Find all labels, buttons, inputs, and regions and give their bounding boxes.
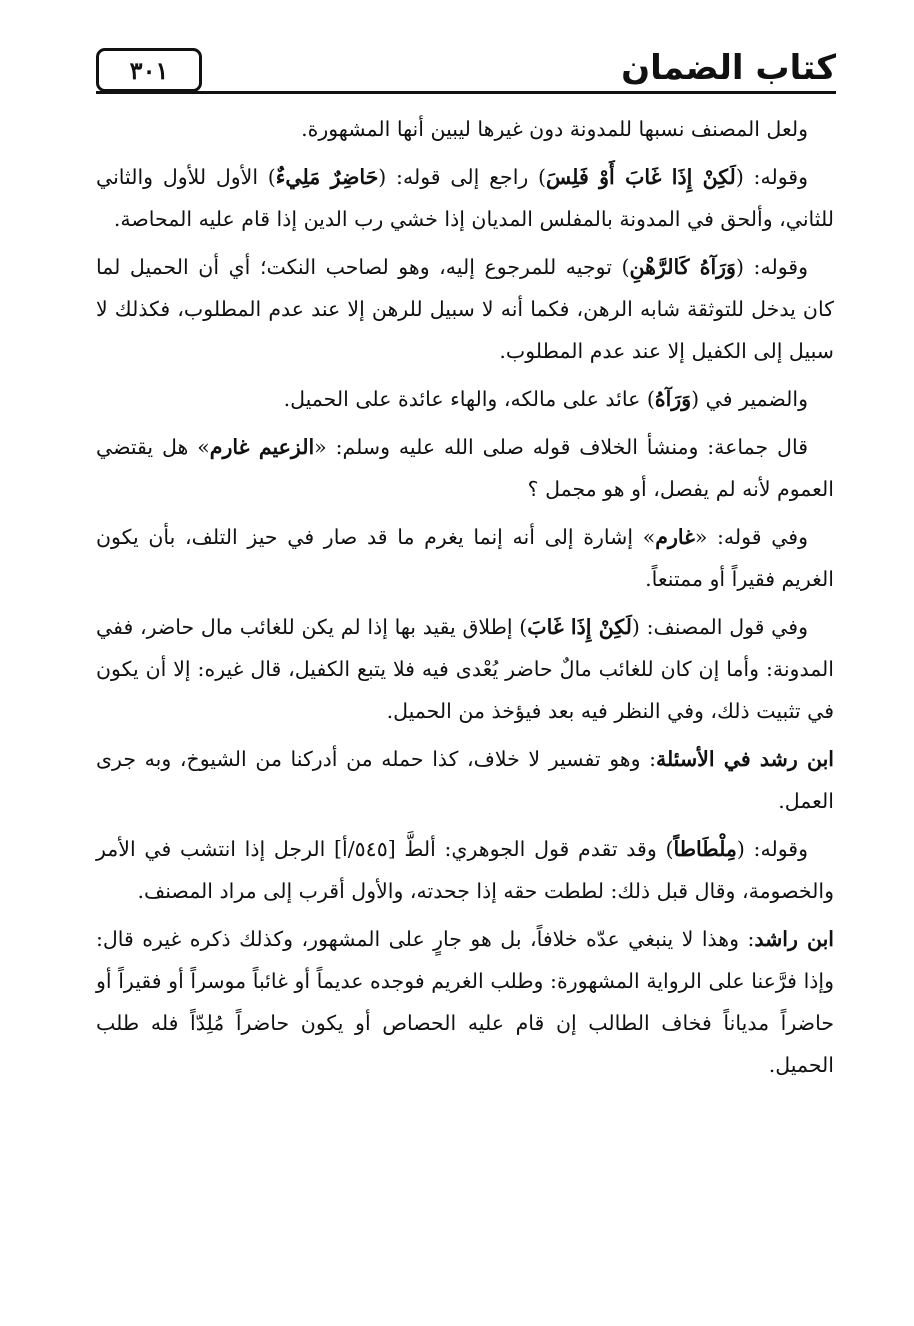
bold-term: ابن راشد (754, 927, 834, 951)
paragraph (96, 828, 834, 912)
paragraph (96, 246, 834, 372)
paragraph (96, 606, 834, 732)
paragraph-text: وفي قوله: « (694, 525, 808, 549)
book-title: كتاب الضمان (621, 48, 836, 88)
paragraph-text: » إشارة إلى أنه إنما يغرم ما قد صار في حيز التلف، بأن يكون الغريم فقيراً أو ممتنعاً. (96, 525, 834, 591)
paragraph-text: ) وقد تقدم قول الجوهري: ألطَّ [٥٤٥/أ] الرجل إذا انتشب في الأمر والخصومة، وقال قبل ذلك: لططت حقه إذا جحدته، والأول أقرب إلى مراد المصنف. (96, 837, 834, 903)
paragraph (96, 516, 834, 600)
paragraph-text: وقوله: ( (735, 255, 808, 279)
paragraph-text: ) توجيه للمرجوع إليه، وهو لصاحب النكت؛ أي أن الحميل لما كان يدخل للتوثقة شابه الرهن، فكما أنه لا سبيل للرهن إلا عند عدم المطلوب، فكذلك لا سبيل إلى الكفيل إلا عند عدم المطلوب. (96, 255, 834, 363)
paragraph-text: قال جماعة: ومنشأ الخلاف قوله صلى الله عليه وسلم: « (314, 435, 808, 459)
bold-term: مِلْطَاطاً (673, 837, 737, 861)
paragraph (96, 108, 834, 150)
paragraph (96, 156, 834, 240)
paragraph-text: » هل يقتضي العموم لأنه لم يفصل، أو هو مجمل ؟ (96, 435, 834, 501)
bold-term: وَرَآهُ كَالرَّهْنِ (629, 255, 736, 279)
paragraph-text: وفي قول المصنف: ( (631, 615, 808, 639)
paragraph (96, 918, 834, 1086)
header-rule (96, 91, 836, 94)
page-number-box (96, 48, 202, 92)
paragraph-text: : وهذا لا ينبغي عدّه خلافاً، بل هو جارٍ على المشهور، وكذلك ذكره غيره قال: وإذا فرَّعنا على الرواية المشهورة: وطلب الغريم فوجده عديماً أو غائباً موسراً أو فقيراً أو حاضراً مدياناً فخاف الطالب إن قام عليه الحصاص أو يكون حاضراً مُلِدّاً فله طلب الحميل. (96, 927, 834, 1077)
paragraph (96, 426, 834, 510)
bold-term: وَرَآهُ (654, 387, 692, 411)
paragraph-text: ) إطلاق يقيد بها إذا لم يكن للغائب مال حاضر، ففي المدونة: وأما إن كان للغائب مالٌ حاضر يُعْدى فيه فلا يتبع الكفيل، قال غيره: إلا أن يكون في تثبيت ذلك، وفي النظر فيه بعد فيؤخذ من الحميل. (96, 615, 834, 723)
bold-term: حَاضِرٌ مَلِيءٌ (275, 165, 379, 189)
paragraph-text: والضمير في ( (691, 387, 808, 411)
bold-term: لَكِنْ إِذَا غَابَ أَوْ فَلِسَ (546, 165, 736, 189)
bold-term: الزعيم غارم (209, 435, 315, 459)
page-body (96, 108, 834, 1092)
page-number: ٣٠١ (129, 55, 169, 85)
paragraph (96, 738, 834, 822)
paragraph-text: ولعل المصنف نسبها للمدونة دون غيرها ليبين أنها المشهورة. (301, 117, 808, 141)
paragraph-text: وقوله: ( (735, 165, 808, 189)
paragraph-text: : وهو تفسير لا خلاف، كذا حمله من أدركنا من الشيوخ، وبه جرى العمل. (96, 747, 834, 813)
paragraph-text: وقوله: ( (736, 837, 808, 861)
paragraph-text: ) الأول للأول والثاني للثاني، وألحق في المدونة بالمفلس المديان إذا خشي رب الدين إذا قام عليه المحاصة. (96, 165, 834, 231)
bold-term: ابن رشد في الأسئلة (656, 747, 835, 771)
paragraph-text: ) راجع إلى قوله: ( (378, 165, 547, 189)
page-header (96, 44, 836, 100)
paragraph (96, 378, 834, 420)
bold-term: غارم (655, 525, 695, 549)
paragraph-text: ) عائد على مالكه، والهاء عائدة على الحميل. (283, 387, 655, 411)
bold-term: لَكِنْ إِذَا غَابَ (527, 615, 632, 639)
